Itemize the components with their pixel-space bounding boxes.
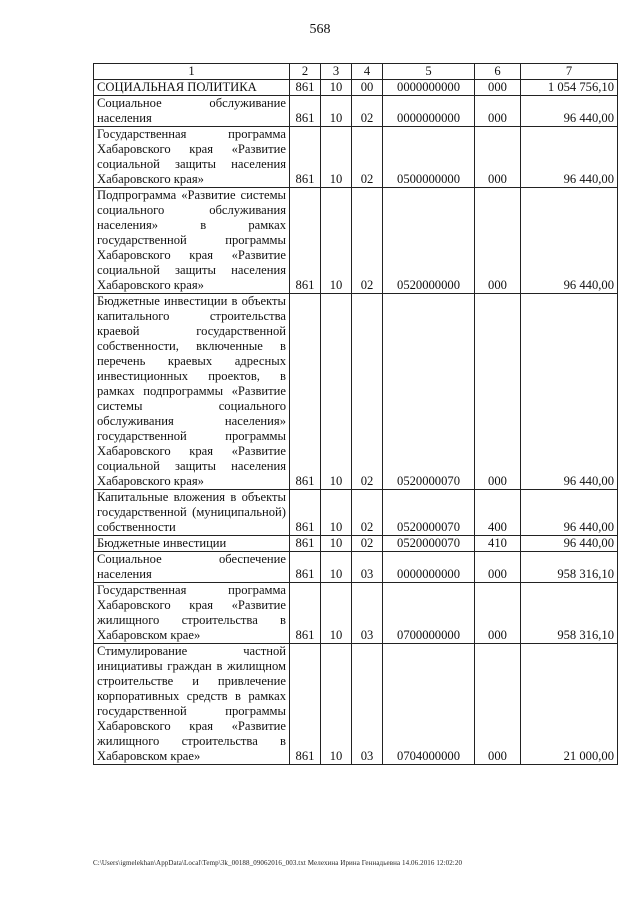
cell-subsection: 02 [352, 127, 383, 188]
row-name: Стимулирование частной инициативы граждан в жилищном строительстве и привлечение корпоративных средств в рамках государственной программы Хабаровского края «Развитие жилищного строительства в Хабаровском крае» [94, 644, 290, 765]
file-path-footer: C:\Users\igmelekhan\AppData\Local\Temp\3k_00188_09062016_003.txt Мелехина Ирина Геннадьевна 14.06.2016 12:02:20 [93, 859, 463, 867]
cell-section: 10 [321, 536, 352, 552]
cell-target-article: 0520000070 [383, 294, 475, 490]
cell-subsection: 03 [352, 644, 383, 765]
cell-amount: 21 000,00 [521, 644, 618, 765]
header-cell: 4 [352, 64, 383, 80]
table-row [94, 188, 618, 294]
header-cell: 1 [94, 64, 290, 80]
table-header-row [94, 64, 618, 80]
cell-amount: 96 440,00 [521, 536, 618, 552]
cell-amount: 958 316,10 [521, 552, 618, 583]
row-name: Капитальные вложения в объекты государственной (муниципальной) собственности [94, 490, 290, 536]
cell-expense-type: 000 [475, 127, 521, 188]
cell-ministry: 861 [290, 96, 321, 127]
cell-target-article: 0000000000 [383, 552, 475, 583]
page-number: 568 [309, 22, 331, 37]
cell-target-article: 0000000000 [383, 96, 475, 127]
table-row [94, 552, 618, 583]
cell-target-article: 0704000000 [383, 644, 475, 765]
header-cell: 3 [321, 64, 352, 80]
cell-ministry: 861 [290, 490, 321, 536]
cell-section: 10 [321, 552, 352, 583]
row-name: Бюджетные инвестиции в объекты капитального строительства краевой государственной собственности, включенные в перечень краевых адресных инвестиционных проектов, в рамках подпрограммы «Развитие системы социального обслуживания населения» государственной программы Хабаровского края «Развитие социальной защиты населения Хабаровского края» [94, 294, 290, 490]
cell-amount: 1 054 756,10 [521, 80, 618, 96]
cell-ministry: 861 [290, 536, 321, 552]
cell-subsection: 02 [352, 96, 383, 127]
cell-subsection: 02 [352, 294, 383, 490]
cell-expense-type: 000 [475, 80, 521, 96]
cell-expense-type: 000 [475, 188, 521, 294]
cell-subsection: 03 [352, 552, 383, 583]
cell-target-article: 0000000000 [383, 80, 475, 96]
cell-ministry: 861 [290, 188, 321, 294]
cell-section: 10 [321, 188, 352, 294]
cell-section: 10 [321, 96, 352, 127]
cell-expense-type: 000 [475, 96, 521, 127]
row-name: Государственная программа Хабаровского края «Развитие жилищного строительства в Хабаровском крае» [94, 583, 290, 644]
cell-amount: 96 440,00 [521, 96, 618, 127]
cell-ministry: 861 [290, 583, 321, 644]
cell-expense-type: 000 [475, 552, 521, 583]
header-cell: 6 [475, 64, 521, 80]
table-row [94, 96, 618, 127]
table-row [94, 80, 618, 96]
row-name: Подпрограмма «Развитие системы социального обслуживания населения» в рамках государственной программы Хабаровского края «Развитие социальной защиты населения Хабаровского края» [94, 188, 290, 294]
row-name: Социальное обслуживание населения [94, 96, 290, 127]
budget-table [93, 63, 618, 765]
table-row [94, 294, 618, 490]
cell-section: 10 [321, 583, 352, 644]
cell-ministry: 861 [290, 80, 321, 96]
cell-target-article: 0520000000 [383, 188, 475, 294]
cell-expense-type: 000 [475, 583, 521, 644]
cell-ministry: 861 [290, 127, 321, 188]
row-name: Бюджетные инвестиции [94, 536, 290, 552]
cell-expense-type: 410 [475, 536, 521, 552]
cell-expense-type: 000 [475, 644, 521, 765]
cell-section: 10 [321, 80, 352, 96]
cell-amount: 958 316,10 [521, 583, 618, 644]
cell-subsection: 02 [352, 490, 383, 536]
cell-subsection: 03 [352, 583, 383, 644]
cell-ministry: 861 [290, 644, 321, 765]
table-row [94, 490, 618, 536]
cell-subsection: 02 [352, 188, 383, 294]
cell-section: 10 [321, 644, 352, 765]
table-row [94, 583, 618, 644]
row-name: СОЦИАЛЬНАЯ ПОЛИТИКА [94, 80, 290, 96]
header-cell: 2 [290, 64, 321, 80]
cell-amount: 96 440,00 [521, 127, 618, 188]
row-name: Социальное обеспечение населения [94, 552, 290, 583]
row-name: Государственная программа Хабаровского края «Развитие социальной защиты населения Хабаровского края» [94, 127, 290, 188]
cell-target-article: 0700000000 [383, 583, 475, 644]
cell-amount: 96 440,00 [521, 188, 618, 294]
cell-subsection: 00 [352, 80, 383, 96]
header-cell: 7 [521, 64, 618, 80]
cell-section: 10 [321, 490, 352, 536]
cell-target-article: 0520000070 [383, 490, 475, 536]
cell-target-article: 0520000070 [383, 536, 475, 552]
table-row [94, 536, 618, 552]
cell-amount: 96 440,00 [521, 294, 618, 490]
cell-expense-type: 400 [475, 490, 521, 536]
table-row [94, 127, 618, 188]
cell-target-article: 0500000000 [383, 127, 475, 188]
cell-ministry: 861 [290, 552, 321, 583]
cell-section: 10 [321, 127, 352, 188]
cell-subsection: 02 [352, 536, 383, 552]
cell-expense-type: 000 [475, 294, 521, 490]
cell-ministry: 861 [290, 294, 321, 490]
header-cell: 5 [383, 64, 475, 80]
cell-section: 10 [321, 294, 352, 490]
cell-amount: 96 440,00 [521, 490, 618, 536]
table-row [94, 644, 618, 765]
